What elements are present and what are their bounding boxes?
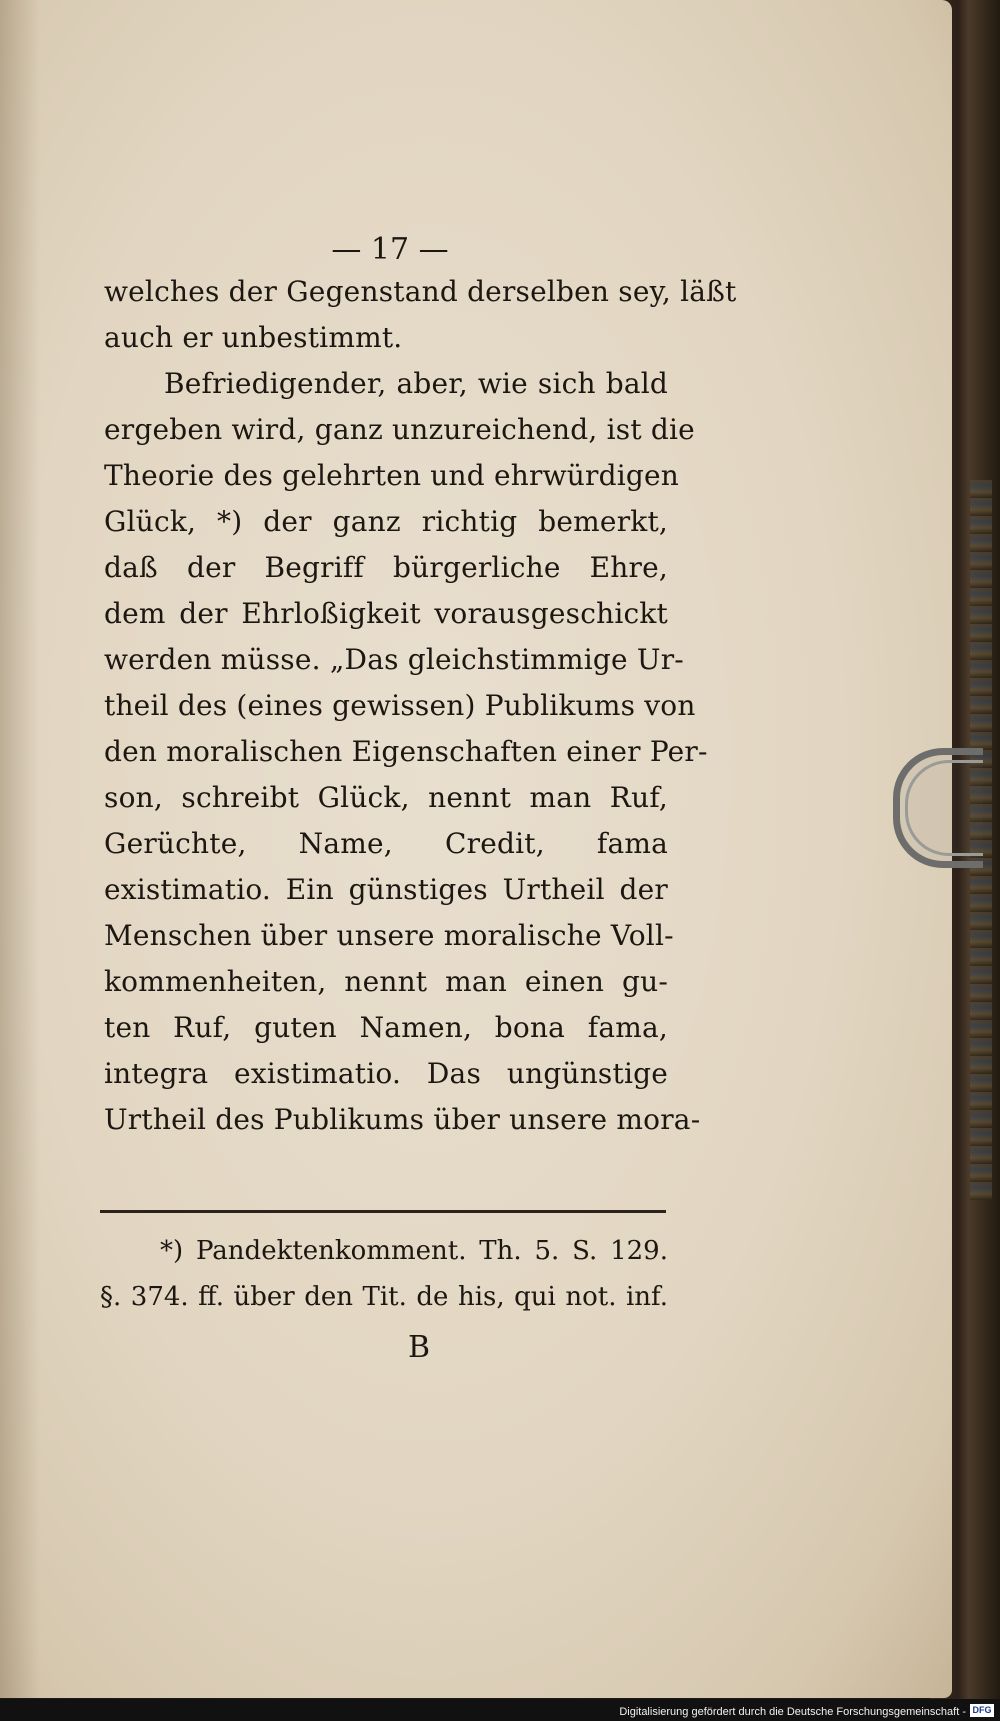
text-line: integra existimatio. Das ungünstige [104,1057,668,1090]
dfg-logo-icon: DFG [970,1704,994,1717]
gutter-shadow [0,0,40,1698]
text-line: son, schreibt Glück, nennt man Ruf, [104,781,668,814]
text-line: dem der Ehrloßigkeit vorausgeschickt [104,597,668,630]
bookmark-clip-inner [905,760,983,856]
text-line: Theorie des gelehrten und ehrwürdigen [104,459,679,492]
text-line: Befriedigender, aber, wie sich bald [164,367,668,400]
text-line: Menschen über unsere moralische Voll- [104,919,674,952]
text-line: welches der Gegenstand derselben sey, läßt [104,275,737,308]
footnote-line: §. 374. ff. über den Tit. de his, qui not. inf. [100,1282,668,1312]
text-line: ten Ruf, guten Namen, bona fama, [104,1011,668,1044]
text-line: daß der Begriff bürgerliche Ehre, [104,551,668,584]
footnote-rule [100,1210,666,1213]
text-line: den moralischen Eigenschaften einer Per- [104,735,708,768]
signature-mark: B [408,1330,431,1365]
footnote-line: *) Pandektenkomment. Th. 5. S. 129. [160,1236,668,1266]
text-line: werden müsse. „Das gleichstimmige Ur- [104,643,684,676]
page-number: — 17 — [331,232,449,267]
text-line: kommenheiten, nennt man einen gu- [104,965,668,998]
credit-bar [0,1699,1000,1721]
text-line: Glück, *) der ganz richtig bemerkt, [104,505,668,538]
text-line: Gerüchte, Name, Credit, fama [104,827,668,860]
text-line: auch er unbestimmt. [104,321,403,354]
text-line: ergeben wird, ganz unzureichend, ist die [104,413,695,446]
digitization-credit: Digitalisierung gefördert durch die Deutsche Forschungsgemeinschaft - [619,1706,966,1718]
text-line: theil des (eines gewissen) Publikums von [104,689,696,722]
text-line: existimatio. Ein günstiges Urtheil der [104,873,668,906]
text-line: Urtheil des Publikums über unsere mora- [104,1103,701,1136]
